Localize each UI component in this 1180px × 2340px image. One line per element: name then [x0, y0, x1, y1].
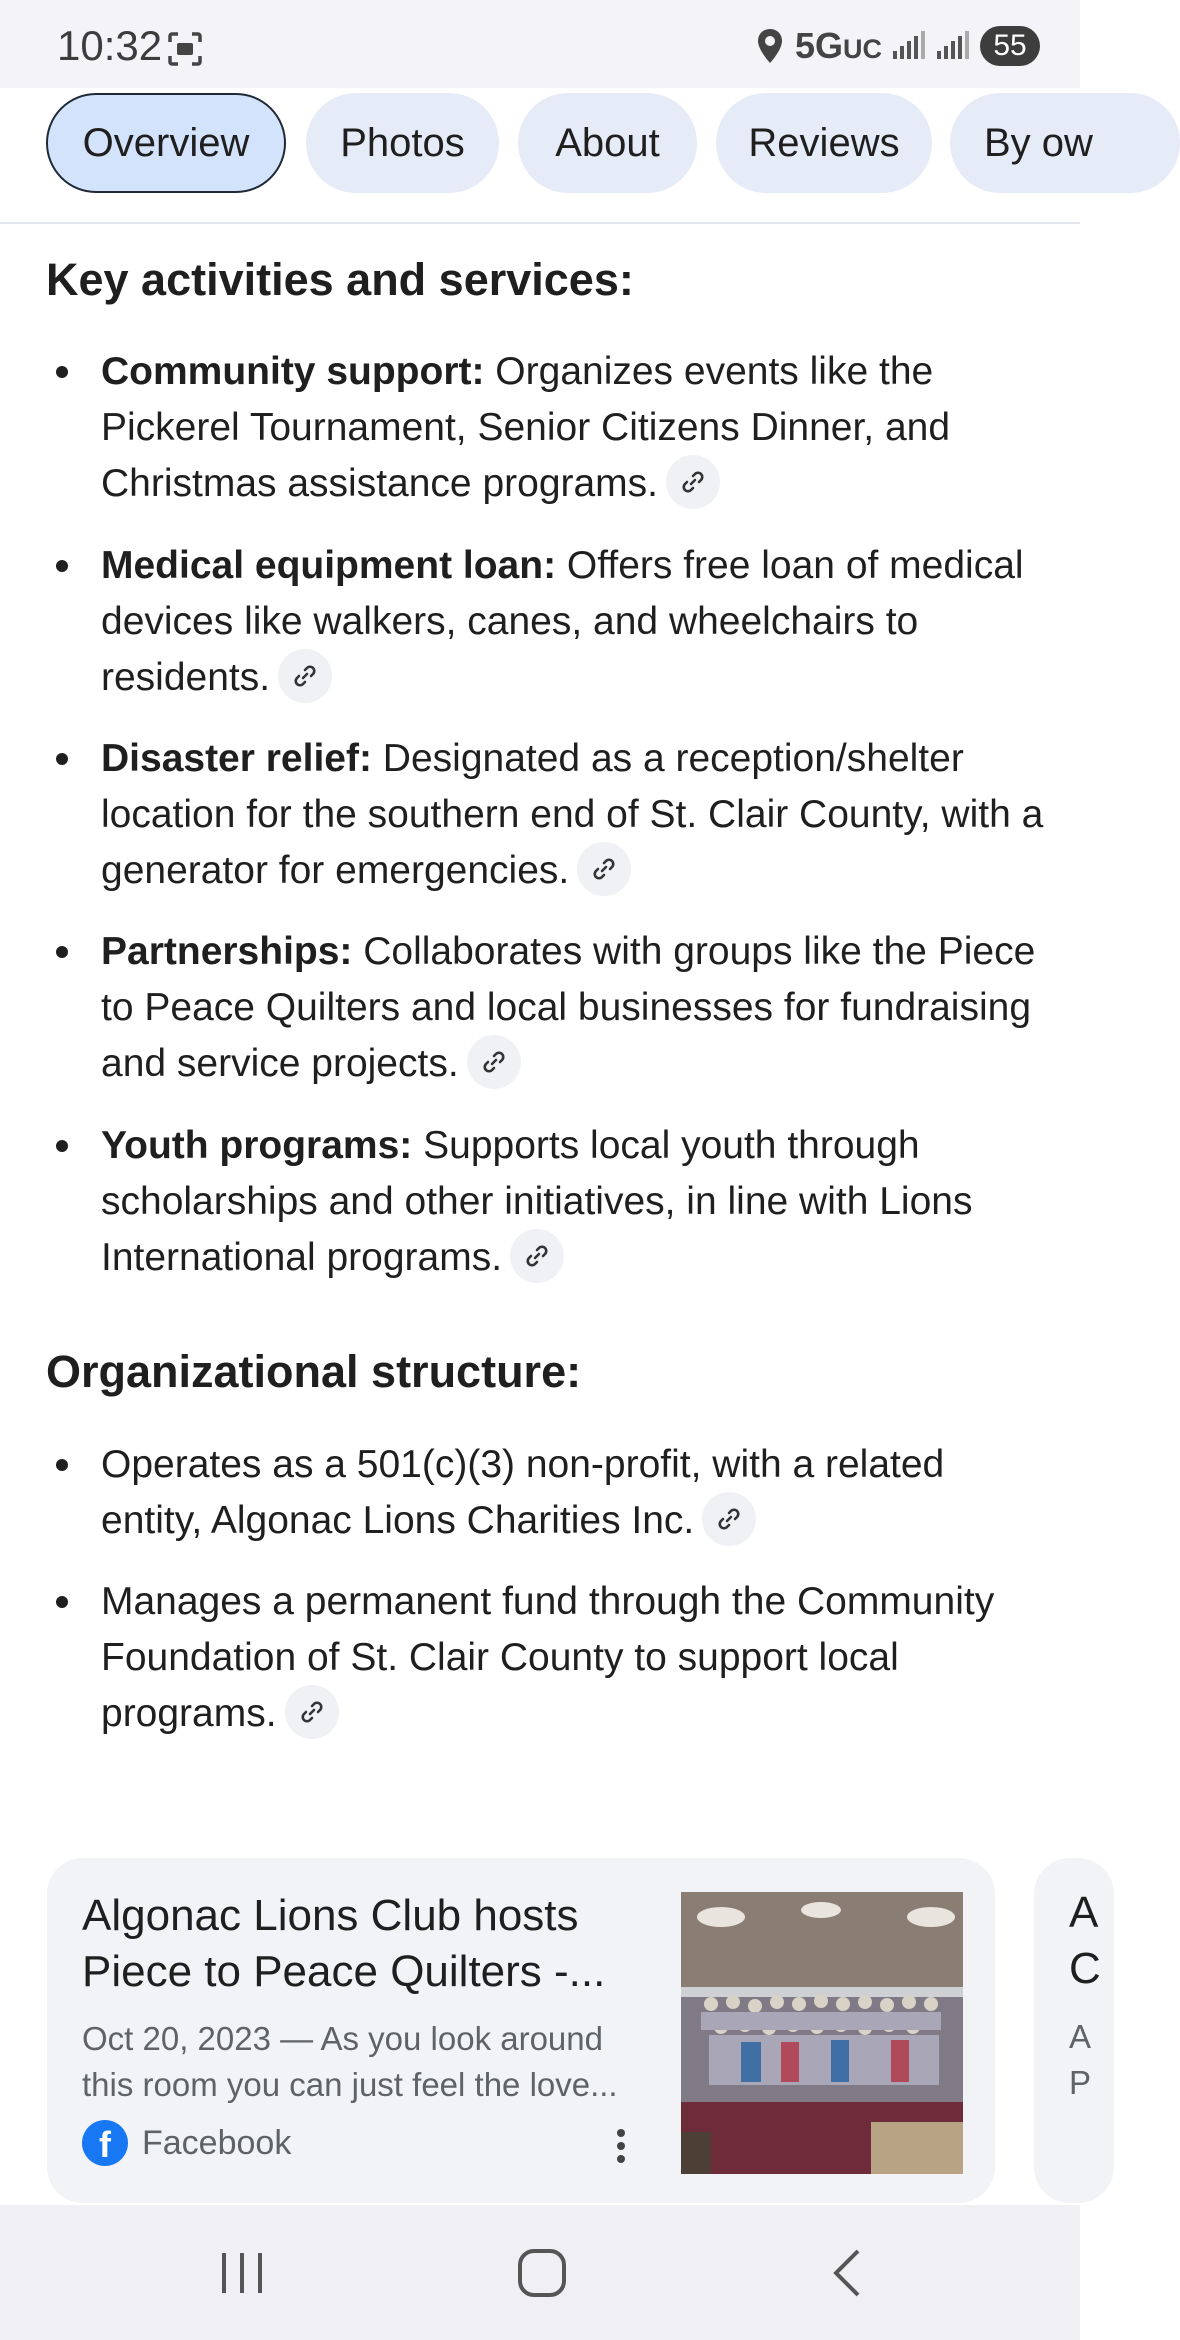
tab-about[interactable]: About: [518, 93, 697, 193]
link-icon: [716, 1506, 742, 1532]
home-icon[interactable]: [512, 2243, 572, 2303]
recent-apps-icon[interactable]: [212, 2243, 272, 2303]
source-link-button[interactable]: [510, 1229, 564, 1283]
list-item: Medical equipment loan: Offers free loan of medical devices like walkers, canes, and wheelchairs to residents.: [46, 538, 1046, 707]
source-link-button[interactable]: [467, 1035, 521, 1089]
article-card[interactable]: [47, 1858, 995, 2203]
source-link-button[interactable]: [278, 649, 332, 703]
source-link-button[interactable]: [702, 1492, 756, 1546]
card-title[interactable]: Algonac Lions Club hosts Piece to Peace Quilters -...: [82, 1891, 606, 1996]
bullet: [56, 1596, 68, 1608]
link-icon: [481, 1049, 507, 1075]
bullet: [56, 366, 68, 378]
battery-indicator: 55: [980, 26, 1040, 66]
tab-by-owner[interactable]: By ow: [950, 93, 1180, 193]
list-item: Manages a permanent fund through the Community Foundation of St. Clair County to support local programs.: [46, 1574, 1046, 1743]
tab-reviews[interactable]: Reviews: [716, 93, 932, 193]
status-bar: [0, 0, 1080, 88]
list-item: Partnerships: Collaborates with groups like the Piece to Peace Quilters and local businesses for fundraising and service projects.: [46, 924, 1046, 1093]
link-icon: [292, 663, 318, 689]
status-time: 10:32: [57, 22, 163, 69]
link-icon: [299, 1699, 325, 1725]
system-nav-bar: [0, 2205, 1080, 2340]
card-thumbnail[interactable]: [681, 1892, 963, 2174]
card-snippet: Oct 20, 2023 — As you look around this room you can just feel the love...: [82, 2020, 618, 2103]
link-icon: [591, 856, 617, 882]
facebook-icon: f: [82, 2120, 128, 2166]
group-photo-image: [681, 1892, 963, 2174]
screenshot-icon: [166, 30, 204, 68]
list-item: Youth programs: Supports local youth through scholarships and other initiatives, in line with Lions International programs.: [46, 1118, 1046, 1287]
bullet: [56, 560, 68, 572]
signal-icon-2: [936, 31, 970, 61]
back-icon[interactable]: [818, 2243, 878, 2303]
section-heading-activities: Key activities and services:: [46, 254, 634, 305]
card-source-name: Facebook: [142, 2123, 292, 2162]
list-item: Disaster relief: Designated as a reception/shelter location for the southern end of St. Clair County, with a generator for emergencies.: [46, 731, 1046, 900]
section-heading-structure: Organizational structure:: [46, 1346, 582, 1397]
list-item: Community support: Organizes events like the Pickerel Tournament, Senior Citizens Dinner, and Christmas assistance programs.: [46, 344, 1046, 513]
bullet: [56, 946, 68, 958]
link-icon: [524, 1243, 550, 1269]
bullet: [56, 1459, 68, 1471]
source-link-button[interactable]: [285, 1685, 339, 1739]
network-type: 5GUC: [794, 25, 882, 66]
status-indicators: [755, 24, 1040, 68]
tab-photos[interactable]: Photos: [306, 93, 499, 193]
tab-bar: [0, 88, 1093, 224]
signal-icon: [892, 31, 926, 61]
bullet: [56, 1140, 68, 1152]
more-options-icon[interactable]: [611, 2126, 631, 2166]
source-link-button[interactable]: [666, 455, 720, 509]
source-link-button[interactable]: [577, 842, 631, 896]
list-item: Operates as a 501(c)(3) non-profit, with a related entity, Algonac Lions Charities Inc.: [46, 1437, 1046, 1550]
card-source: [82, 2120, 291, 2166]
bullet: [56, 753, 68, 765]
next-card-peek[interactable]: A C A P: [1034, 1858, 1114, 2203]
link-icon: [680, 469, 706, 495]
location-icon: [755, 27, 785, 65]
tab-overview[interactable]: Overview: [46, 93, 286, 193]
